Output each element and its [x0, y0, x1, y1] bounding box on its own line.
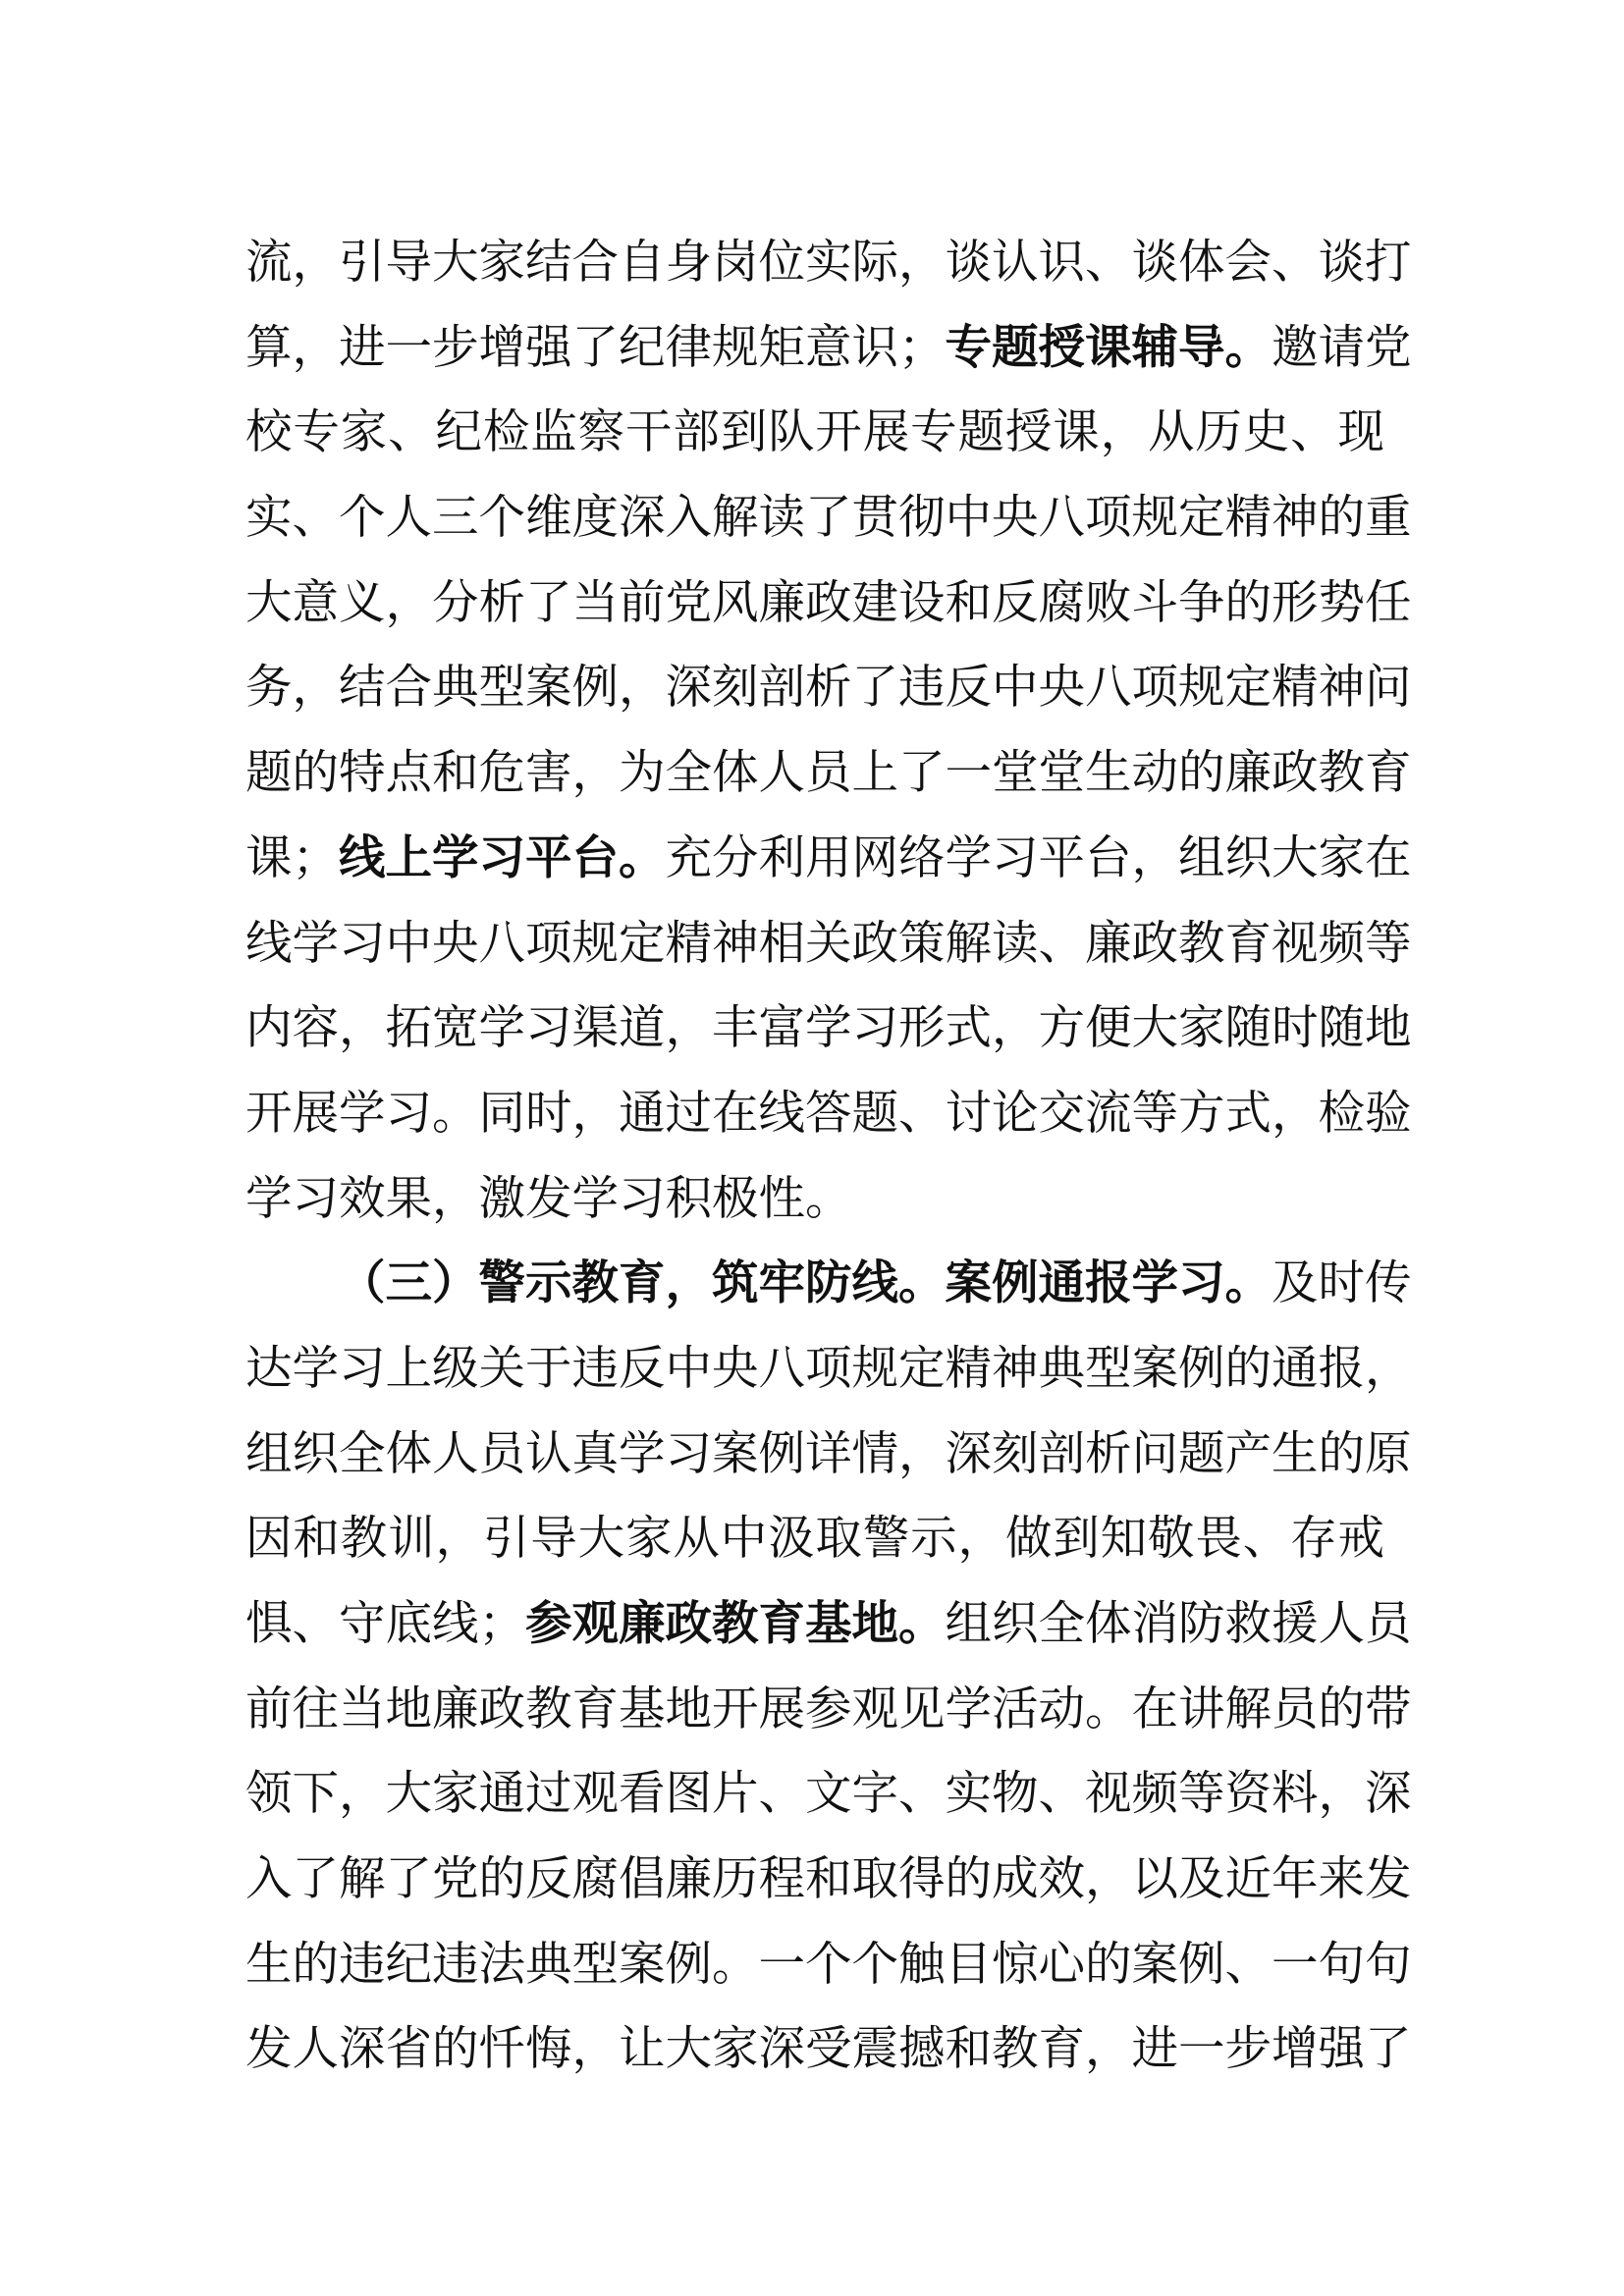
text-line — [245, 1157, 1384, 1243]
text-run: 务，结合典型案例，深刻剖析了违反中央八项规定精神问 — [245, 661, 1412, 716]
body-text — [245, 221, 1412, 2093]
text-line — [245, 221, 1412, 306]
text-run: 组织全体人员认真学习案例详情，深刻剖析问题产生的原 — [245, 1426, 1412, 1481]
text-line — [245, 1497, 1384, 1582]
text-run: 内容，拓宽学习渠道，丰富学习形式，方便大家随时随地 — [245, 1001, 1412, 1056]
text-line — [245, 1923, 1412, 2008]
text-run: 达学习上级关于违反中央八项规定精神典型案例的通报， — [245, 1341, 1412, 1396]
text-run: 开展学习。同时，通过在线答题、讨论交流等方式，检验 — [245, 1086, 1412, 1141]
text-line — [245, 1413, 1412, 1498]
text-line — [245, 2007, 1412, 2093]
text-run: 及时传 — [1272, 1256, 1412, 1311]
text-line — [245, 1072, 1412, 1157]
text-run: 线学习中央八项规定精神相关政策解读、廉政教育视频等 — [245, 916, 1412, 971]
text-line — [245, 391, 1384, 476]
text-line — [245, 731, 1412, 817]
text-run: 实、个人三个维度深入解读了贯彻中央八项规定精神的重 — [245, 491, 1412, 546]
text-line — [245, 1327, 1412, 1413]
text-line — [245, 1242, 1412, 1327]
text-run: 大意义，分析了当前党风廉政建设和反腐败斗争的形势任 — [245, 575, 1412, 630]
bold-text-run: （三）警示教育，筑牢防线。案例通报学习。 — [339, 1256, 1272, 1311]
text-run: 组织全体消防救援人员 — [945, 1597, 1412, 1651]
text-run: 流，引导大家结合自身岗位实际，谈认识、谈体会、谈打 — [245, 236, 1412, 290]
text-run: 校专家、纪检监察干部到队开展专题授课，从历史、现 — [245, 405, 1384, 460]
text-line — [245, 987, 1412, 1072]
text-run: 算，进一步增强了纪律规矩意识； — [245, 320, 946, 375]
text-line — [245, 561, 1412, 647]
text-line — [245, 476, 1412, 561]
text-line — [245, 817, 1412, 902]
text-run: 领下，大家通过观看图片、文字、实物、视频等资料，深 — [245, 1767, 1412, 1822]
text-line — [245, 1838, 1412, 1923]
text-line — [245, 646, 1412, 731]
text-line — [245, 306, 1412, 392]
bold-text-run: 线上学习平台。 — [339, 830, 666, 885]
text-run: 因和教训，引导大家从中汲取警示，做到知敬畏、存戒 — [245, 1512, 1384, 1567]
text-line — [245, 1752, 1412, 1838]
text-run: 惧、守底线； — [245, 1597, 525, 1651]
text-run: 生的违纪违法典型案例。一个个触目惊心的案例、一句句 — [245, 1937, 1412, 1992]
text-run: 邀请党 — [1272, 320, 1412, 375]
text-line — [245, 1582, 1412, 1668]
text-run: 课； — [245, 830, 339, 885]
text-run: 发人深省的忏悔，让大家深受震撼和教育，进一步增强了 — [245, 2022, 1412, 2077]
text-run: 前往当地廉政教育基地开展参观见学活动。在讲解员的带 — [245, 1682, 1412, 1736]
text-line — [245, 1668, 1412, 1753]
text-run: 学习效果，激发学习积极性。 — [245, 1171, 852, 1226]
text-line — [245, 902, 1412, 988]
text-run: 充分利用网络学习平台，组织大家在 — [665, 830, 1412, 885]
text-run: 入了解了党的反腐倡廉历程和取得的成效，以及近年来发 — [245, 1852, 1412, 1907]
text-run: 题的特点和危害，为全体人员上了一堂堂生动的廉政教育 — [245, 746, 1412, 801]
bold-text-run: 参观廉政教育基地。 — [525, 1597, 946, 1651]
bold-text-run: 专题授课辅导。 — [945, 320, 1272, 375]
